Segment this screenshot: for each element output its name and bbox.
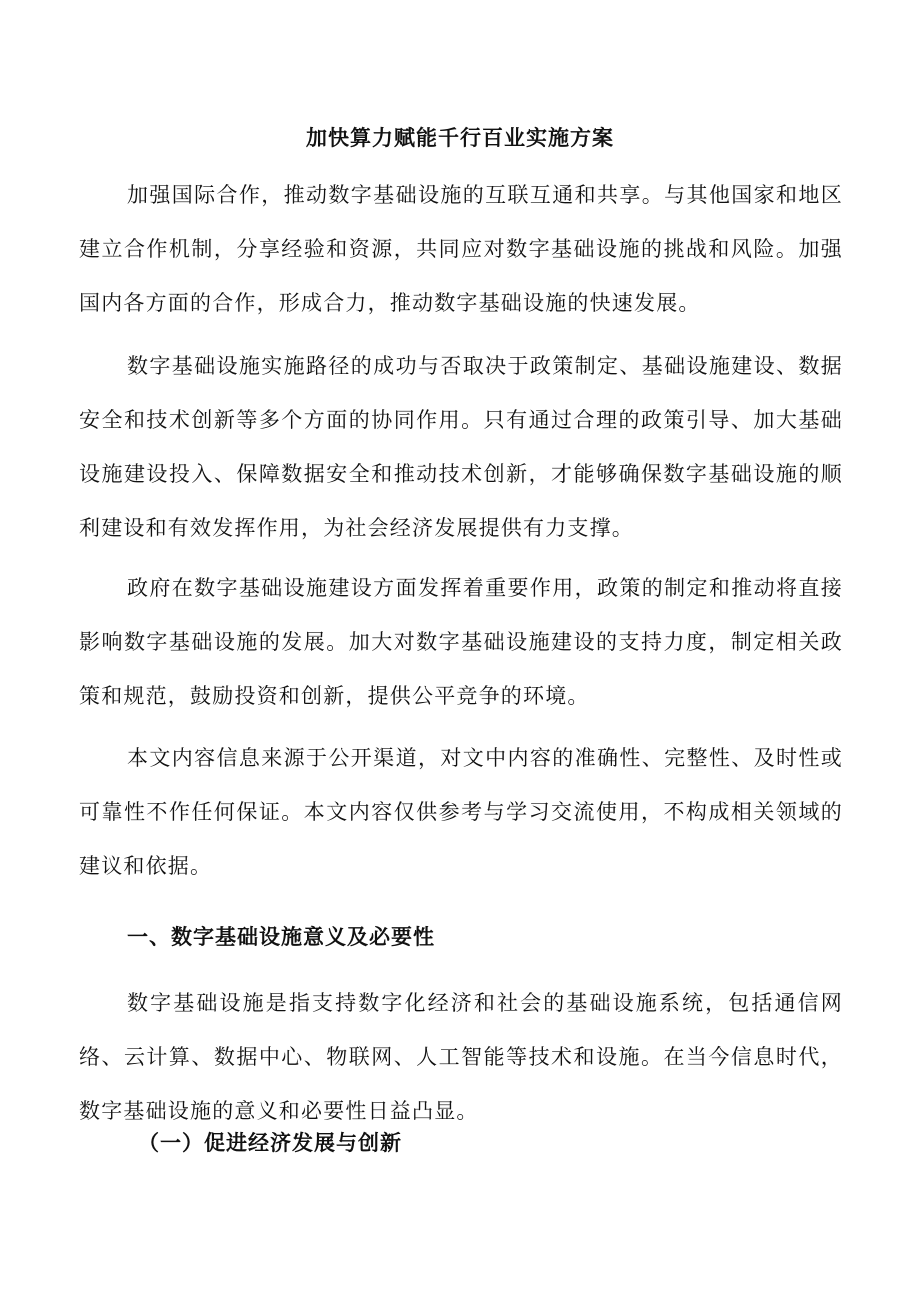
document-title: 加快算力赋能千行百业实施方案 bbox=[306, 125, 614, 150]
section-heading: 一、数字基础设施意义及必要性 bbox=[127, 924, 435, 949]
paragraph-implementation-path: 数字基础设施实施路径的成功与否取决于政策制定、基础设施建设、数据安全和技术创新等多个方面的协同作用。只有通过合理的政策引导、加大基础设施建设投入、保障数据安全和推动技术创新，才能够确保数字基础设施的顺利建设和有效发挥作用，为社会经济发展提供有力支撑。 bbox=[79, 354, 843, 540]
paragraph-disclaimer: 本文内容信息来源于公开渠道，对文中内容的准确性、完整性、及时性或可靠性不作任何保证。本文内容仅供参考与学习交流使用，不构成相关领域的建议和依据。 bbox=[79, 746, 843, 878]
paragraph-government-role: 政府在数字基础设施建设方面发挥着重要作用，政策的制定和推动将直接影响数字基础设施的发展。加大对数字基础设施建设的支持力度，制定相关政策和规范，鼓励投资和创新，提供公平竞争的环境。 bbox=[79, 576, 843, 708]
paragraph-international-cooperation: 加强国际合作，推动数字基础设施的互联互通和共享。与其他国家和地区建立合作机制，分享经验和资源，共同应对数字基础设施的挑战和风险。加强国内各方面的合作，形成合力，推动数字基础设施的快速发展。 bbox=[79, 183, 843, 315]
paragraph-definition: 数字基础设施是指支持数字化经济和社会的基础设施系统，包括通信网络、云计算、数据中心、物联网、人工智能等技术和设施。在当今信息时代，数字基础设施的意义和必要性日益凸显。 bbox=[79, 991, 843, 1123]
subsection-heading: （一）促进经济发展与创新 bbox=[138, 1130, 402, 1155]
